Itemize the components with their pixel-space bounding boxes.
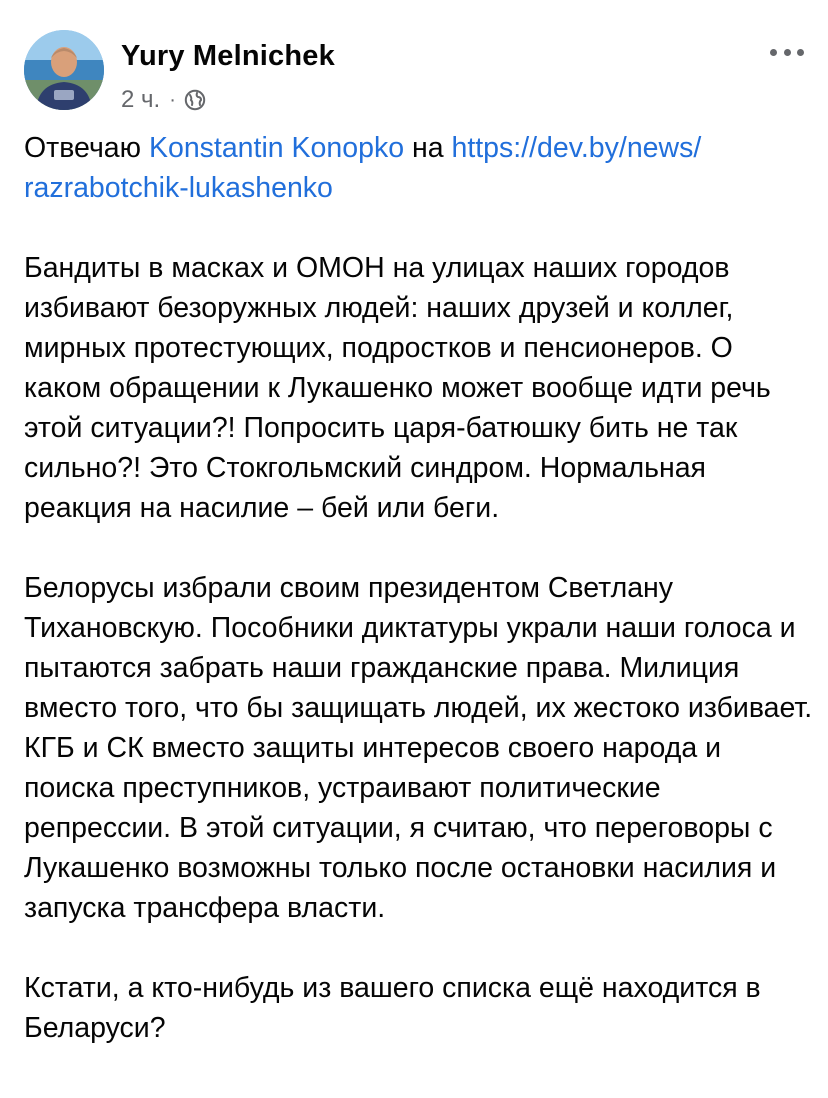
more-options-button[interactable] (770, 40, 804, 64)
more-dot-icon (784, 49, 791, 56)
more-dot-icon (770, 49, 777, 56)
author-name[interactable]: Yury Melnichek (121, 40, 335, 72)
post-header (24, 30, 804, 114)
post-time[interactable]: 2 ч. (121, 86, 161, 113)
intro-text-1: Отвечаю (24, 132, 149, 164)
post-intro (24, 128, 814, 208)
post-paragraph-3: Кстати, а кто-нибудь из вашего списка ещё находится в Беларуси? (24, 972, 761, 1044)
more-dot-icon (797, 49, 804, 56)
url-line-2[interactable]: razrabotchik-lukashenko (24, 172, 333, 204)
intro-text-2: на (404, 132, 452, 164)
post-meta (121, 85, 206, 115)
author-avatar[interactable] (24, 30, 104, 110)
mention-link[interactable]: Konstantin Konopko (148, 132, 405, 164)
post-paragraph-2: Белорусы избрали своим президентом Светлану Тихановскую. Пособники диктатуры украли наши голоса и пытаются забрать наши гражданские права. Милиция вместо того, что бы защищать людей, их жестоко избивает. КГБ и СК вместо защиты интересов своего народа и поиска преступников, устраивают политические репрессии. В этой ситуации, я считаю, что переговоры с Лукашенко возможны только после остановки насилия и запуска трансфера власти. (24, 572, 813, 924)
post-body (24, 128, 814, 1088)
post-paragraph-1: Бандиты в масках и ОМОН на улицах наших городов избивают безоружных людей: наших друзей и коллег, мирных протестующих, подростков и пенсионеров. О каком обращении к Лукашенко может вообще идти речь этой ситуации?! Попросить царя-батюшку бить не так сильно?! Это Стокгольмский синдром. Нормальная реакция на насилие – бей или беги. (24, 252, 771, 524)
globe-icon[interactable] (184, 89, 206, 111)
avatar-photo-icon (24, 30, 104, 110)
url-line-1[interactable]: https://dev.by/news/ (451, 132, 702, 164)
meta-separator: · (169, 88, 176, 111)
